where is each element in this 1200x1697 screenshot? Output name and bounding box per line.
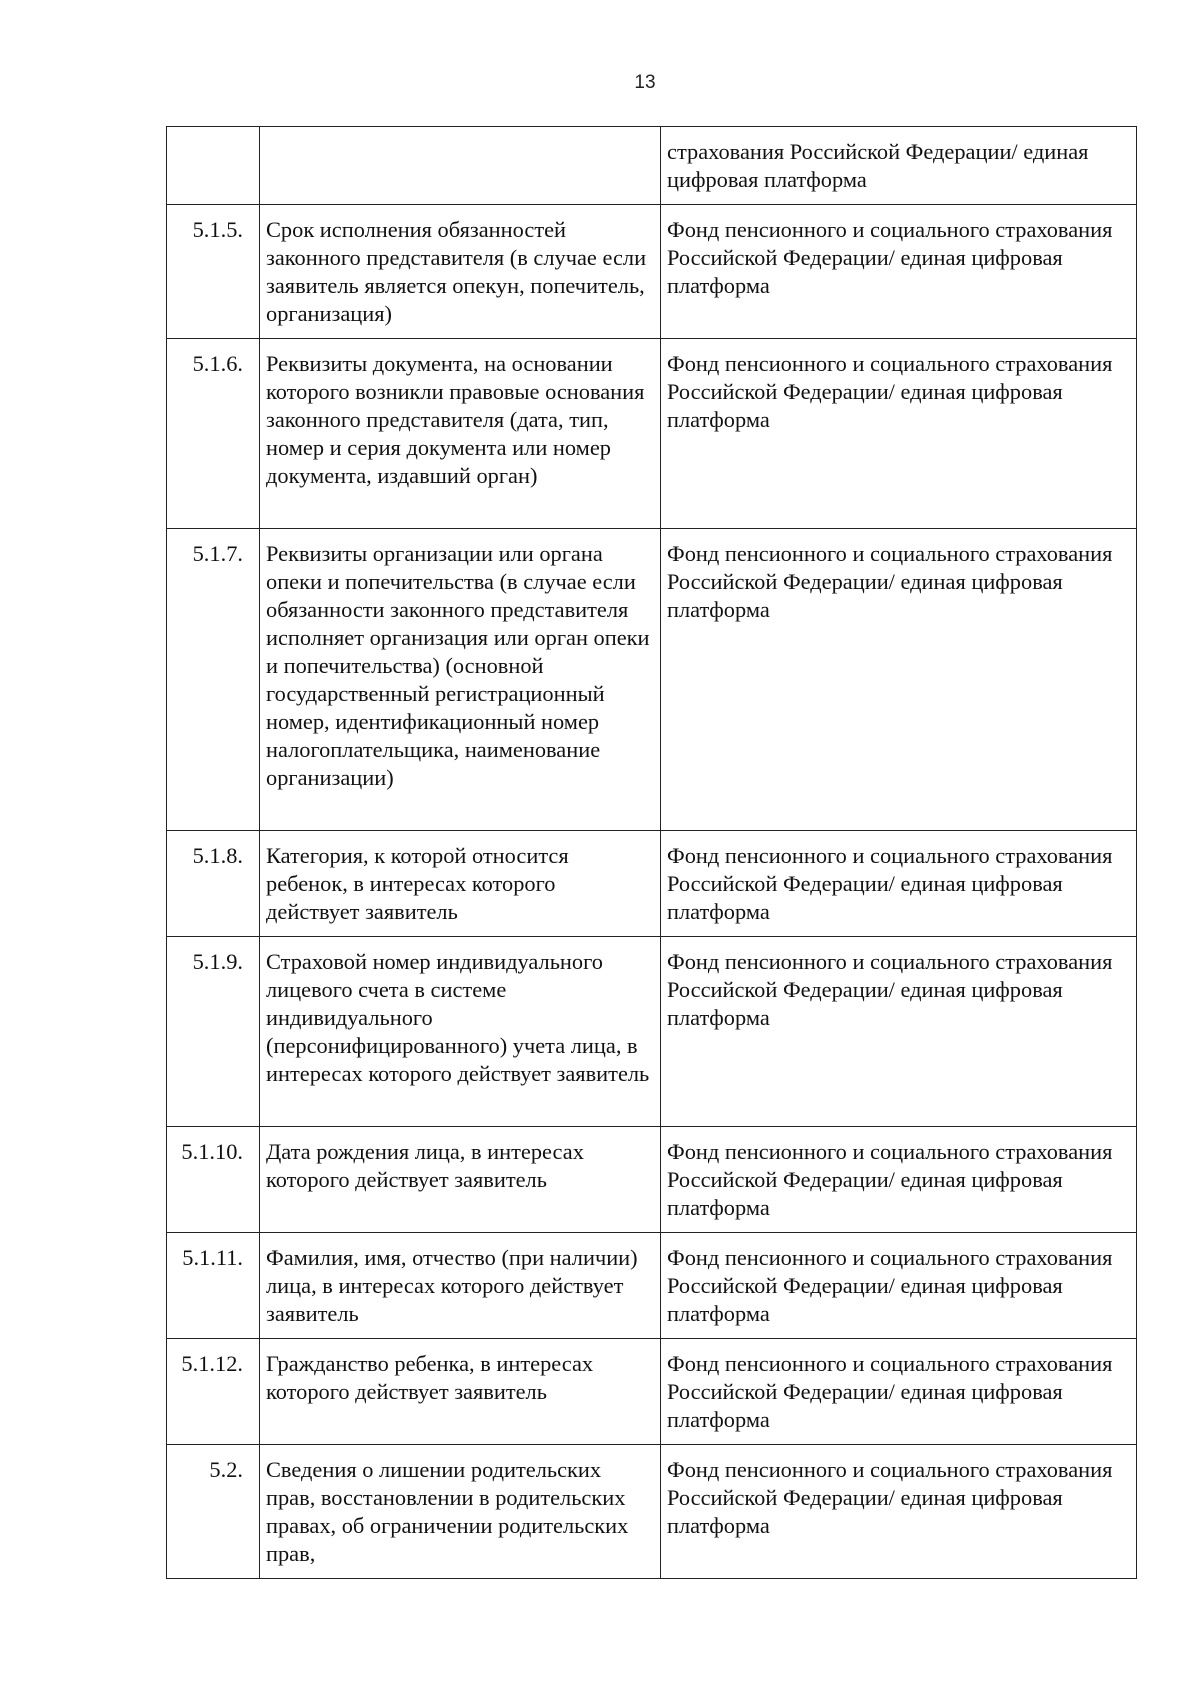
field-name-cell: Гражданство ребенка, в интересах которого действует заявитель: [260, 1339, 661, 1445]
source-cell: Фонд пенсионного и социального страхования Российской Федерации/ единая цифровая платформа: [661, 205, 1137, 339]
table-row: [167, 339, 1137, 529]
row-number-cell: 5.1.6.: [167, 339, 260, 529]
row-number-cell: 5.1.12.: [167, 1339, 260, 1445]
table-row: [167, 127, 1137, 205]
field-name-cell: [260, 127, 661, 205]
row-number-cell: 5.1.11.: [167, 1233, 260, 1339]
row-number-cell: 5.2.: [167, 1445, 260, 1579]
table-row: [167, 529, 1137, 831]
table-row: [167, 205, 1137, 339]
row-number-cell: 5.1.8.: [167, 831, 260, 937]
table-row: [167, 831, 1137, 937]
source-cell: Фонд пенсионного и социального страхования Российской Федерации/ единая цифровая платформа: [661, 529, 1137, 831]
field-name-cell: Реквизиты документа, на основании которого возникли правовые основания законного представителя (дата, тип, номер и серия документа или номер документа, издавший орган): [260, 339, 661, 529]
table-row: [167, 937, 1137, 1127]
source-cell: Фонд пенсионного и социального страхования Российской Федерации/ единая цифровая платформа: [661, 1339, 1137, 1445]
row-number-cell: [167, 127, 260, 205]
field-name-cell: Реквизиты организации или органа опеки и попечительства (в случае если обязанности законного представителя исполняет организация или орган опеки и попечительства) (основной государственный регистрационный номер, идентификационный номер налогоплательщика, наименование организации): [260, 529, 661, 831]
source-cell: Фонд пенсионного и социального страхования Российской Федерации/ единая цифровая платформа: [661, 339, 1137, 529]
row-number-cell: 5.1.9.: [167, 937, 260, 1127]
source-cell: Фонд пенсионного и социального страхования Российской Федерации/ единая цифровая платформа: [661, 831, 1137, 937]
table-row: [167, 1339, 1137, 1445]
row-number-cell: 5.1.5.: [167, 205, 260, 339]
source-cell: Фонд пенсионного и социального страхования Российской Федерации/ единая цифровая платформа: [661, 1445, 1137, 1579]
row-number-cell: 5.1.10.: [167, 1127, 260, 1233]
page-number: 13: [634, 72, 656, 93]
source-cell: Фонд пенсионного и социального страхования Российской Федерации/ единая цифровая платформа: [661, 937, 1137, 1127]
field-name-cell: Страховой номер индивидуального лицевого счета в системе индивидуального (персонифицированного) учета лица, в интересах которого действует заявитель: [260, 937, 661, 1127]
source-cell: Фонд пенсионного и социального страхования Российской Федерации/ единая цифровая платформа: [661, 1233, 1137, 1339]
field-name-cell: Дата рождения лица, в интересах которого действует заявитель: [260, 1127, 661, 1233]
source-cell: страхования Российской Федерации/ единая цифровая платформа: [661, 127, 1137, 205]
table-row: [167, 1445, 1137, 1579]
field-name-cell: Срок исполнения обязанностей законного представителя (в случае если заявитель является опекун, попечитель, организация): [260, 205, 661, 339]
source-cell: Фонд пенсионного и социального страхования Российской Федерации/ единая цифровая платформа: [661, 1127, 1137, 1233]
table-row: [167, 1233, 1137, 1339]
data-sources-table: [166, 126, 1137, 1579]
table-row: [167, 1127, 1137, 1233]
row-number-cell: 5.1.7.: [167, 529, 260, 831]
field-name-cell: Категория, к которой относится ребенок, в интересах которого действует заявитель: [260, 831, 661, 937]
field-name-cell: Сведения о лишении родительских прав, восстановлении в родительских правах, об ограничении родительских прав,: [260, 1445, 661, 1579]
field-name-cell: Фамилия, имя, отчество (при наличии) лица, в интересах которого действует заявитель: [260, 1233, 661, 1339]
